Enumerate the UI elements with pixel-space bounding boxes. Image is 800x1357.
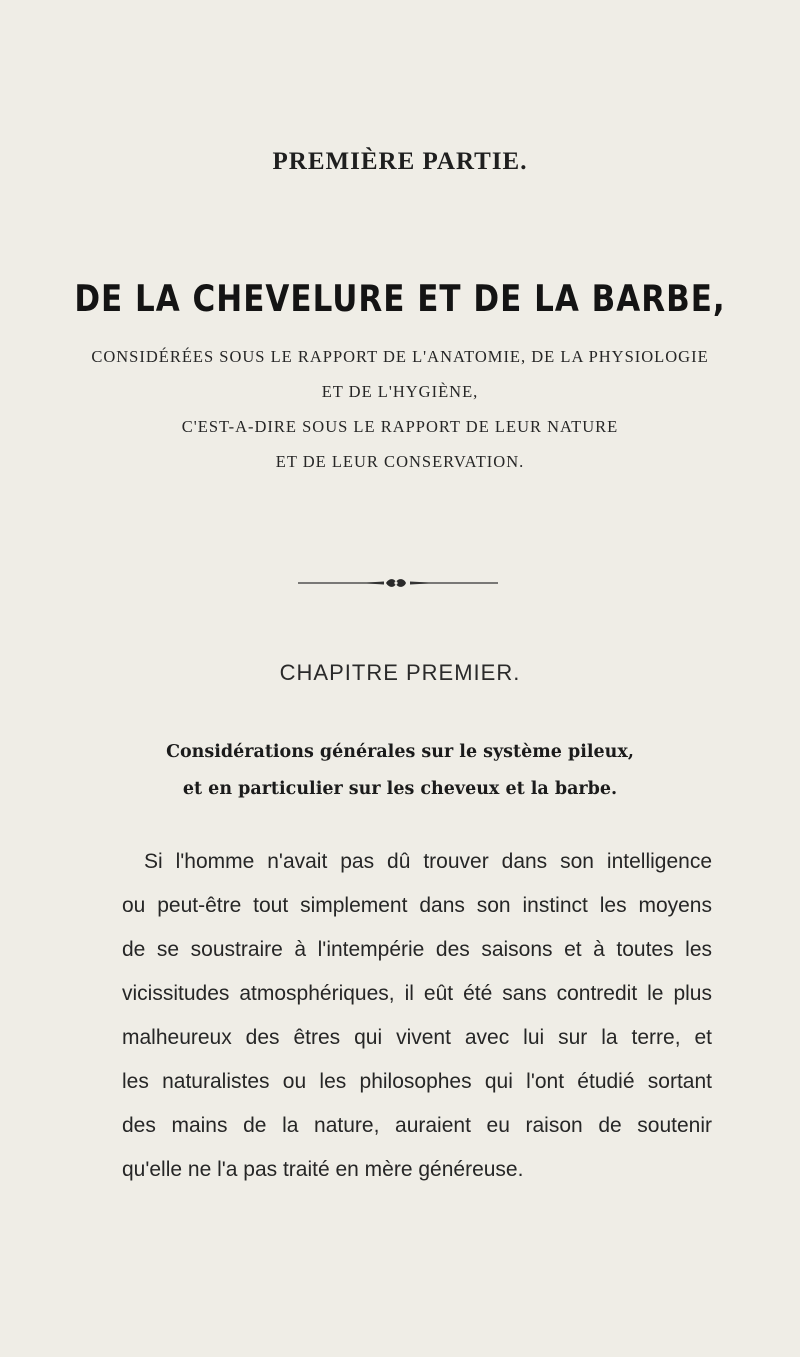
chapter-heading-line: et en particulier sur les cheveux et la barbe. xyxy=(182,779,618,799)
paragraph-line: Si l'homme n'avait pas dû trouver dans son intelligence xyxy=(144,850,712,873)
subtitle-line: ET DE LEUR CONSERVATION. xyxy=(275,452,525,471)
subtitle-line: CONSIDÉRÉES SOUS LE RAPPORT DE L'ANATOMIE, DE LA PHYSIOLOGIE xyxy=(91,347,709,366)
chapter-title: CHAPITRE PREMIER. xyxy=(279,660,521,685)
ornament-rule-icon xyxy=(298,576,498,590)
paragraph-line: les naturalistes ou les philosophes qui l'ont étudié sortant xyxy=(122,1070,712,1093)
part-title: PREMIÈRE PARTIE. xyxy=(272,148,528,175)
paragraph-line: ou peut-être tout simplement dans son instinct les moyens xyxy=(122,894,712,917)
body-paragraph xyxy=(0,840,800,1192)
subtitle-line: ET DE L'HYGIÈNE, xyxy=(321,382,479,401)
main-title: DE LA CHEVELURE ET DE LA BARBE, xyxy=(74,277,726,321)
paragraph-line: vicissitudes atmosphériques, il eût été sans contredit le plus xyxy=(122,982,712,1005)
paragraph-line: malheureux des êtres qui vivent avec lui sur la terre, et xyxy=(122,1026,712,1049)
paragraph-line: de se soustraire à l'intempérie des saisons et à toutes les xyxy=(122,938,712,961)
paragraph-line: qu'elle ne l'a pas traité en mère généreuse. xyxy=(122,1158,524,1181)
subtitle xyxy=(0,339,800,479)
subtitle-line: C'EST-A-DIRE SOUS LE RAPPORT DE LEUR NATURE xyxy=(181,417,619,436)
chapter-heading xyxy=(0,734,800,808)
chapter-heading-line: Considérations générales sur le système pileux, xyxy=(166,742,634,762)
paragraph-line: des mains de la nature, auraient eu raison de soutenir xyxy=(122,1114,712,1137)
